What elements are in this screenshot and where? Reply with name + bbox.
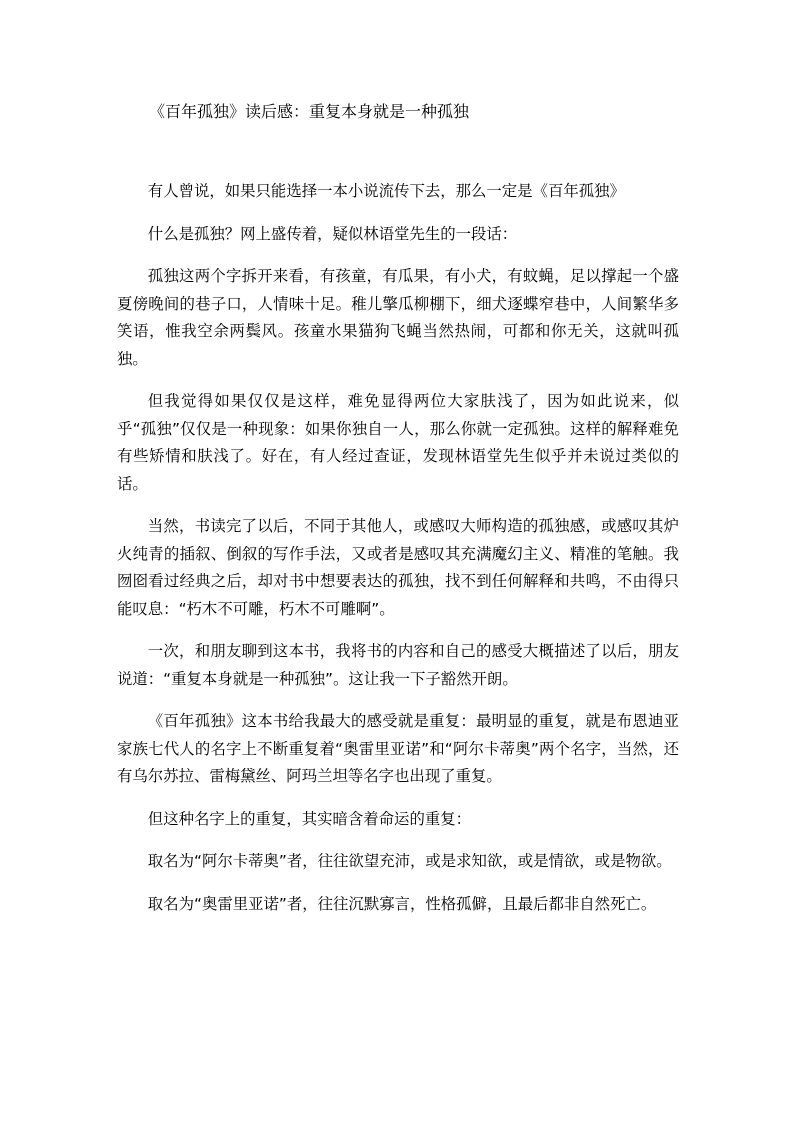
paragraph: 什么是孤独？网上盛传着，疑似林语堂先生的一段话： xyxy=(147,224,518,243)
document-body xyxy=(117,178,679,933)
paragraph: 但这种名字上的重复，其实暗含着命运的重复： xyxy=(147,809,472,828)
paragraph: 有人曾说，如果只能选择一本小说流传下去，那么一定是《百年孤独》 xyxy=(147,182,625,200)
paragraph: 取名为“奥雷里亚诺”者，往往沉默寡言，性格孤僻，且最后都非自然死亡。 xyxy=(147,894,657,913)
paragraph: 取名为“阿尔卡蒂奥”者，往往欲望充沛，或是求知欲，或是情欲，或是物欲。 xyxy=(147,852,672,870)
document-title: 《百年孤独》读后感：重复本身就是一种孤独 xyxy=(149,102,470,121)
paragraph: 但我觉得如果仅仅是这样，难免显得两位大家肤浅了，因为如此说来，似乎“孤独”仅仅是一种现象：如果你独自一人，那么你就一定孤独。这样的解释难免有些矫情和肤浅了。好在，有人经过查证，发现林语堂先生似乎并未说过类似的话。 xyxy=(117,392,679,493)
paragraph: 《百年孤独》这本书给我最大的感受就是重复：最明显的重复，就是布恩迪亚家族七代人的名字上不断重复着“奥雷里亚诺”和“阿尔卡蒂奥”两个名字，当然，还有乌尔苏拉、雷梅黛丝、阿玛兰坦等名字也出现了重复。 xyxy=(117,712,679,785)
paragraph: 当然，书读完了以后，不同于其他人，或感叹大师构造的孤独感，或感叹其炉火纯青的插叙、倒叙的写作手法，又或者是感叹其充满魔幻主义、精准的笔触。我囫囵看过经典之后，却对书中想要表达的孤独，找不到任何解释和共鸣，不由得只能叹息：“朽木不可雕，朽木不可雕啊”。 xyxy=(117,517,679,618)
paragraph: 孤独这两个字拆开来看，有孩童，有瓜果，有小犬，有蚊蝇，足以撑起一个盛夏傍晚间的巷子口，人情味十足。稚儿擎瓜柳棚下，细犬逐蝶窄巷中，人间繁华多笑语，惟我空余两鬓风。孩童水果猫狗飞蝇当然热闹，可都和你无关，这就叫孤独。 xyxy=(117,267,679,368)
paragraph: 一次，和朋友聊到这本书，我将书的内容和自己的感受大概描述了以后，朋友说道：“重复本身就是一种孤独”。这让我一下子豁然开朗。 xyxy=(117,642,679,688)
